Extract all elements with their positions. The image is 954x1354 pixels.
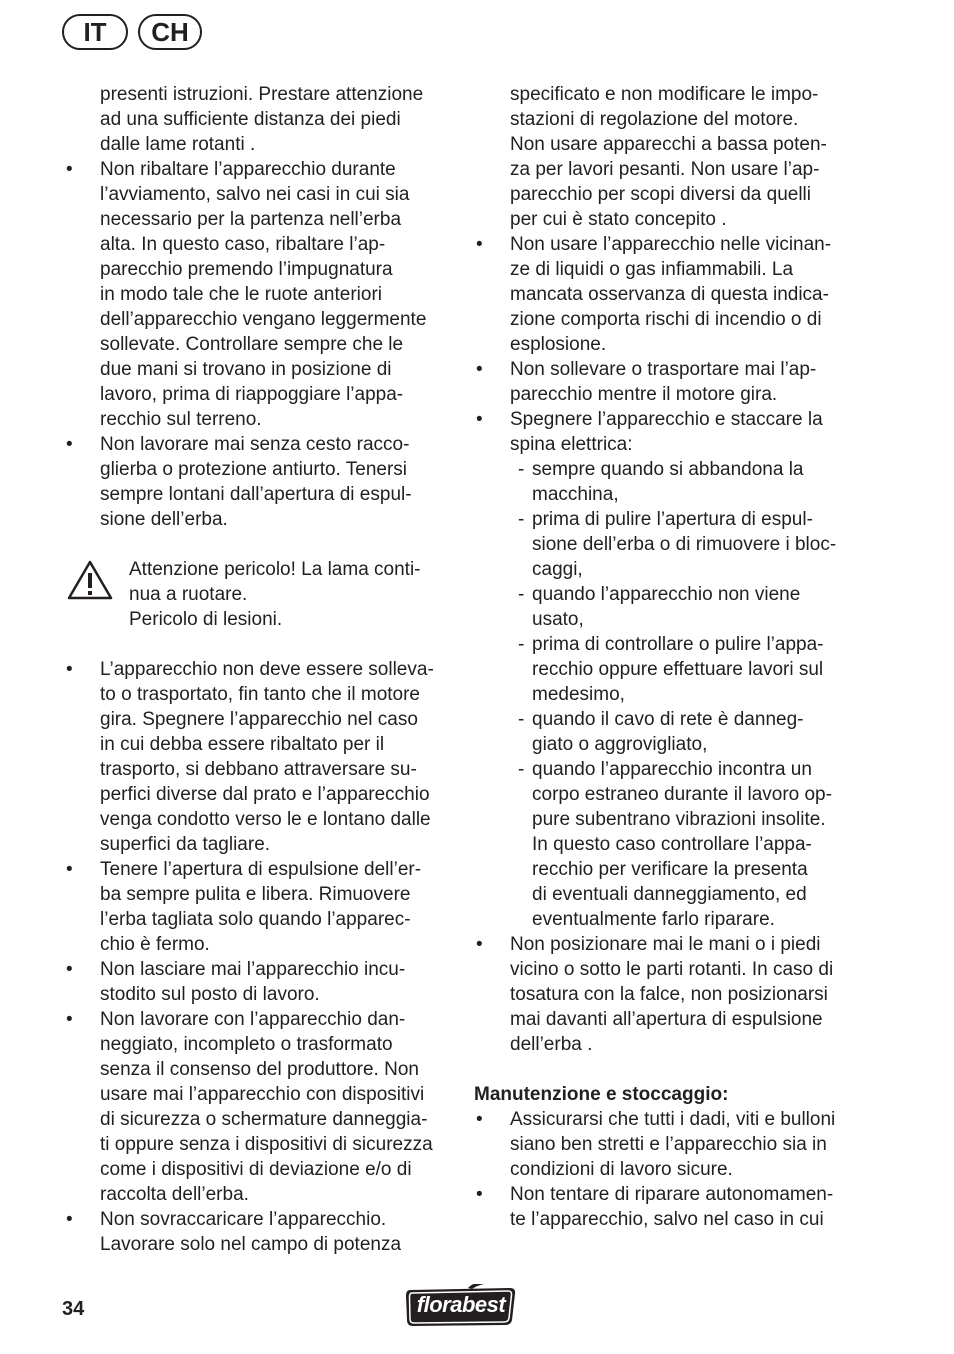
item-line: mancata osservanza di questa indica-	[510, 284, 829, 305]
warning-text	[129, 557, 456, 632]
item-line: • Non sollevare o trasportare mai l’ap-	[510, 359, 817, 380]
bullet-list-right-b	[474, 932, 870, 1057]
bullet-list-right-a	[474, 232, 870, 457]
item-line: caggi,	[532, 559, 583, 580]
item-line: alta. In questo caso, ribaltare l’ap-	[100, 234, 386, 255]
item-line: trasporto, si debbano attraversare su-	[100, 759, 417, 780]
language-tabs	[62, 14, 202, 50]
left-column	[64, 82, 456, 1257]
warning-text-line: nua a ruotare.	[129, 584, 248, 605]
item-line: di eventuali danneggiamento, ed	[532, 884, 807, 905]
bullet-item	[64, 1207, 456, 1257]
item-line: giato o aggrovigliato,	[532, 734, 708, 755]
intro-paragraph	[64, 82, 456, 157]
item-line: perfici diverse dal prato e l’apparecchio	[100, 784, 430, 805]
item-line: eventualmente farlo riparare.	[532, 909, 775, 930]
bullet-item	[64, 432, 456, 532]
item-line: mai davanti all’apertura di espulsione	[510, 1009, 823, 1030]
item-line: • Non sovraccaricare l’apparecchio.	[100, 1209, 387, 1230]
item-line: glierba o protezione antiurto. Tenersi	[100, 459, 408, 480]
item-line: • Non posizionare mai le mani o i piedi	[510, 934, 821, 955]
item-line: - quando il cavo di rete è danneg-	[532, 709, 804, 730]
page-number: 34	[62, 1298, 85, 1320]
item-line: parecchio premendo l’impugnatura	[100, 259, 393, 280]
item-line: vicino o sotto le parti rotanti. In caso di	[510, 959, 834, 980]
item-line: macchina,	[532, 484, 619, 505]
item-line: due mani si trovano in posizione di	[100, 359, 392, 380]
intro-paragraph-right	[474, 82, 870, 232]
warning-block	[64, 557, 456, 632]
bullet-item	[64, 1007, 456, 1207]
dash-item	[474, 632, 870, 707]
item-line: spina elettrica:	[510, 434, 633, 455]
item-line: stodito sul posto di lavoro.	[100, 984, 320, 1005]
item-line: • Non lavorare con l’apparecchio dan-	[100, 1009, 406, 1030]
item-line: • Non usare l’apparecchio nelle vicinan-	[510, 234, 832, 255]
bullet-list-right-c	[474, 1107, 870, 1232]
dash-item	[474, 582, 870, 632]
bullet-item	[474, 1107, 870, 1182]
item-line: in cui debba essere ribaltato per il	[100, 734, 385, 755]
bullet-list-a	[64, 157, 456, 532]
item-line: corpo estraneo durante il lavoro op-	[532, 784, 832, 805]
item-line: Lavorare solo nel campo di potenza	[100, 1234, 402, 1255]
item-line: sione dell’erba o di rimuovere i bloc-	[532, 534, 837, 555]
item-line: di sicurezza o schermature danneggia-	[100, 1109, 428, 1130]
dash-item	[474, 707, 870, 757]
warning-text-line: Pericolo di lesioni.	[129, 609, 283, 630]
item-line: tosatura con la falce, non posizionarsi	[510, 984, 828, 1005]
item-line: in modo tale che le ruote anteriori	[100, 284, 382, 305]
item-line: - prima di pulire l’apertura di espul-	[532, 509, 813, 530]
language-badge-it: IT	[62, 14, 128, 50]
item-line: esplosione.	[510, 334, 607, 355]
item-line: • Non ribaltare l’apparecchio durante	[100, 159, 396, 180]
bullet-item	[64, 157, 456, 432]
item-line: zione comporta rischi di incendio o di	[510, 309, 822, 330]
intro-paragraph-right-line: parecchio per scopi diversi da quelli	[510, 184, 811, 205]
item-line: sollevate. Controllare sempre che le	[100, 334, 404, 355]
item-line: venga condotto verso le e lontano dalle	[100, 809, 431, 830]
item-line: ti oppure senza i dispositivi di sicurezza	[100, 1134, 433, 1155]
item-line: - sempre quando si abbandona la	[532, 459, 804, 480]
intro-paragraph-line: presenti istruzioni. Prestare attenzione	[100, 84, 424, 105]
bullet-list-b	[64, 657, 456, 1257]
item-line: In questo caso controllare l’appa-	[532, 834, 812, 855]
item-line: recchio sul terreno.	[100, 409, 262, 430]
intro-paragraph-right-line: per cui è stato concepito .	[510, 209, 727, 230]
item-line: ba sempre pulita e libera. Rimuovere	[100, 884, 411, 905]
item-line: to o trasportato, fin tanto che il motore	[100, 684, 421, 705]
item-line: neggiato, incompleto o trasformato	[100, 1034, 393, 1055]
item-line: usare mai l’apparecchio con dispositivi	[100, 1084, 425, 1105]
item-line: - prima di controllare o pulire l’appa-	[532, 634, 824, 655]
item-line: dell’apparecchio vengano leggermente	[100, 309, 427, 330]
warning-triangle-icon	[66, 559, 114, 601]
item-line: recchio per verificare la presenta	[532, 859, 808, 880]
item-line: come i dispositivi di deviazione e/o di	[100, 1159, 412, 1180]
item-line: pure subentrano vibrazioni insolite.	[532, 809, 826, 830]
item-line: - quando l’apparecchio non viene	[532, 584, 801, 605]
item-line: recchio oppure effettuare lavori sul	[532, 659, 824, 680]
item-line: lavoro, prima di riappoggiare l’appa-	[100, 384, 404, 405]
item-line: • Assicurarsi che tutti i dadi, viti e bulloni	[510, 1109, 836, 1130]
item-line: parecchio mentre il motore gira.	[510, 384, 778, 405]
intro-paragraph-right-line: za per lavori pesanti. Non usare l’ap-	[510, 159, 820, 180]
dash-item	[474, 457, 870, 507]
bullet-item	[64, 857, 456, 957]
dash-item	[474, 507, 870, 582]
bullet-item	[474, 932, 870, 1057]
item-line: • Non tentare di riparare autonomamen-	[510, 1184, 834, 1205]
item-line: sione dell’erba.	[100, 509, 228, 530]
bullet-item	[474, 232, 870, 357]
logo-text: florabest	[416, 1292, 506, 1317]
item-line: raccolta dell’erba.	[100, 1184, 249, 1205]
bullet-item	[474, 357, 870, 407]
intro-paragraph-line: dalle lame rotanti .	[100, 134, 256, 155]
item-line: l’erba tagliata solo quando l’apparec-	[100, 909, 411, 930]
item-line: ze di liquidi o gas infiammabili. La	[510, 259, 794, 280]
bullet-item	[64, 957, 456, 1007]
item-line: siano ben stretti e l’apparecchio sia in	[510, 1134, 827, 1155]
dash-item	[474, 757, 870, 932]
bullet-item	[474, 407, 870, 457]
item-line: l’avviamento, salvo nei casi in cui sia	[100, 184, 410, 205]
florabest-logo	[404, 1284, 518, 1328]
language-badge-ch: CH	[138, 14, 202, 50]
item-line: chio è fermo.	[100, 934, 210, 955]
item-line: gira. Spegnere l’apparecchio nel caso	[100, 709, 418, 730]
item-line: • Non lasciare mai l’apparecchio incu-	[100, 959, 406, 980]
intro-paragraph-line: ad una sufficiente distanza dei piedi	[100, 109, 401, 130]
bullet-item	[64, 657, 456, 857]
intro-paragraph-right-line: Non usare apparecchi a bassa poten-	[510, 134, 827, 155]
section-heading-maintenance: Manutenzione e stoccaggio:	[474, 1084, 729, 1105]
item-line: • Spegnere l’apparecchio e staccare la	[510, 409, 823, 430]
item-line: necessario per la partenza nell’erba	[100, 209, 402, 230]
item-line: • L’apparecchio non deve essere solleva-	[100, 659, 434, 680]
bullet-item	[474, 1182, 870, 1232]
item-line: medesimo,	[532, 684, 625, 705]
item-line: • Tenere l’apertura di espulsione dell’er-	[100, 859, 422, 880]
item-line: senza il consenso del produttore. Non	[100, 1059, 419, 1080]
warning-text-line: Attenzione pericolo! La lama conti-	[129, 559, 421, 580]
dash-list	[474, 457, 870, 932]
item-line: dell’erba .	[510, 1034, 593, 1055]
item-line: condizioni di lavoro sicure.	[510, 1159, 733, 1180]
item-line: usato,	[532, 609, 584, 630]
item-line: superfici da tagliare.	[100, 834, 271, 855]
right-column	[474, 82, 870, 1232]
item-line: te l’apparecchio, salvo nel caso in cui	[510, 1209, 824, 1230]
item-line: sempre lontani dall’apertura di espul-	[100, 484, 412, 505]
item-line: - quando l’apparecchio incontra un	[532, 759, 812, 780]
intro-paragraph-right-line: specificato e non modificare le impo-	[510, 84, 819, 105]
item-line: • Non lavorare mai senza cesto racco-	[100, 434, 410, 455]
intro-paragraph-right-line: stazioni di regolazione del motore.	[510, 109, 799, 130]
